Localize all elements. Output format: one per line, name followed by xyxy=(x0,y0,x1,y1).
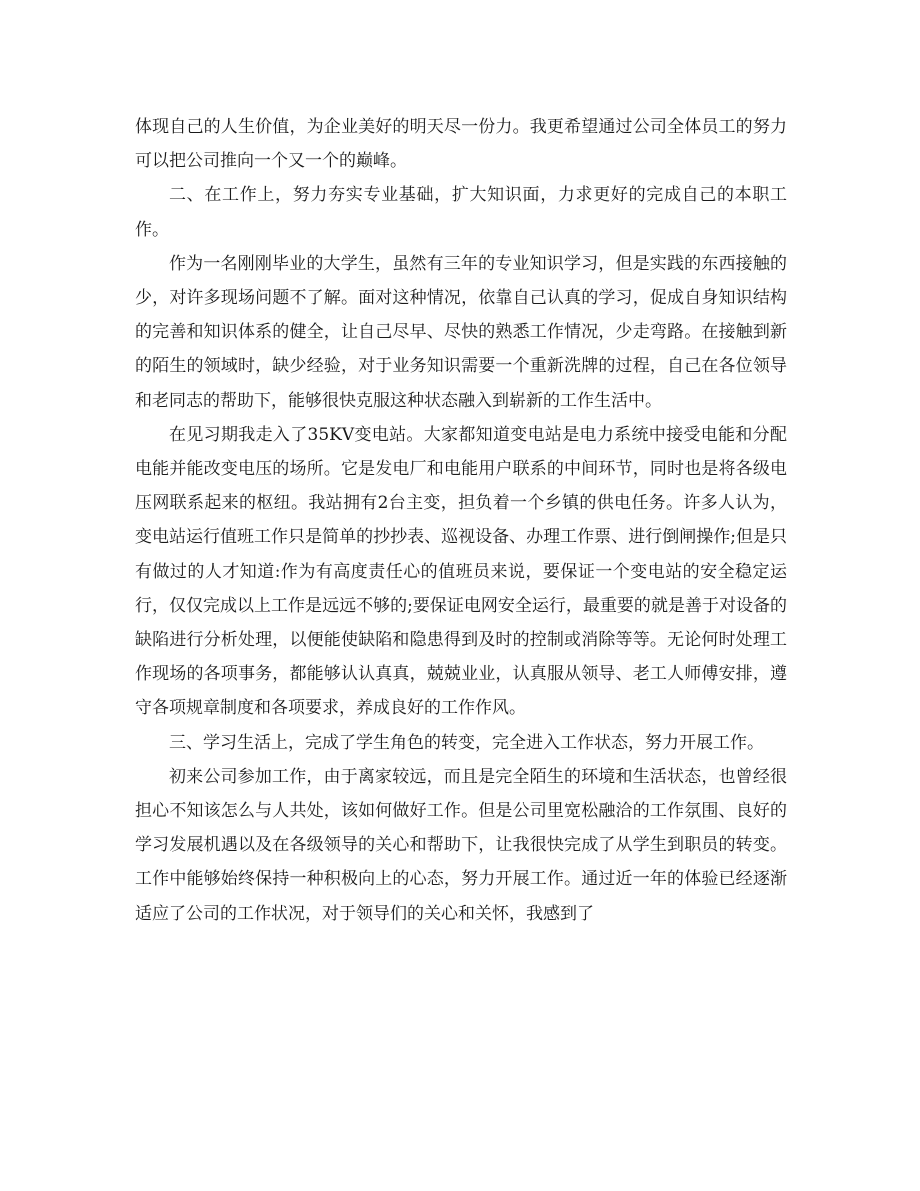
document-body xyxy=(135,110,787,931)
section-heading-study-life: 三、学习生活上，完成了学生角色的转变，完全进入工作状态，努力开展工作。 xyxy=(169,732,764,753)
paragraph-substation: 在见习期我走入了35KV变电站。大家都知道变电站是电力系统中接受电能和分配电能并能改变电压的场所。它是发电厂和电能用户联系的中间环节，同时也是将各级电压网联系起来的枢纽。我站拥有2台主变，担负着一个乡镇的供电任务。许多人认为，变电站运行值班工作只是简单的抄抄表、巡视设备、办理工作票、进行倒闸操作;但是只有做过的人才知道:作为有高度责任心的值班员来说，要保证一个变电站的安全稳定运行，仅仅完成以上工作是远远不够的;要保证电网安全运行，最重要的就是善于对设备的缺陷进行分析处理，以便能使缺陷和隐患得到及时的控制或消除等等。无论何时处理工作现场的各项事务，都能够认认真真，兢兢业业，认真服从领导、老工人师傅安排，遵守各项规章制度和各项要求，养成良好的工作作风。 xyxy=(135,424,787,719)
paragraph-graduate: 作为一名刚刚毕业的大学生，虽然有三年的专业知识学习，但是实践的东西接触的少，对许多现场问题不了解。面对这种情况，依靠自己认真的学习，促成自身知识结构的完善和知识体系的健全，让自己尽早、尽快的熟悉工作情况，少走弯路。在接触到新的陌生的领域时，缺少经验，对于业务知识需要一个重新洗牌的过程，自己在各位领导和老同志的帮助下，能够很快克服这种状态融入到崭新的工作生活中。 xyxy=(135,253,787,411)
paragraph-joining-company: 初来公司参加工作，由于离家较远，而且是完全陌生的环境和生活状态，也曾经很担心不知该怎么与人共处，该如何做好工作。但是公司里宽松融洽的工作氛围、良好的学习发展机遇以及在各级领导的关心和帮助下，让我很快完成了从学生到职员的转变。工作中能够始终保持一种积极向上的心态，努力开展工作。通过近一年的体验已经逐渐适应了公司的工作状况，对于领导们的关心和关怀，我感到了 xyxy=(135,766,787,924)
section-heading-work: 二、在工作上，努力夯实专业基础，扩大知识面，力求更好的完成自己的本职工作。 xyxy=(135,185,787,240)
paragraph-continuation: 体现自己的人生价值，为企业美好的明天尽一份力。我更希望通过公司全体员工的努力可以把公司推向一个又一个的巅峰。 xyxy=(135,117,787,172)
